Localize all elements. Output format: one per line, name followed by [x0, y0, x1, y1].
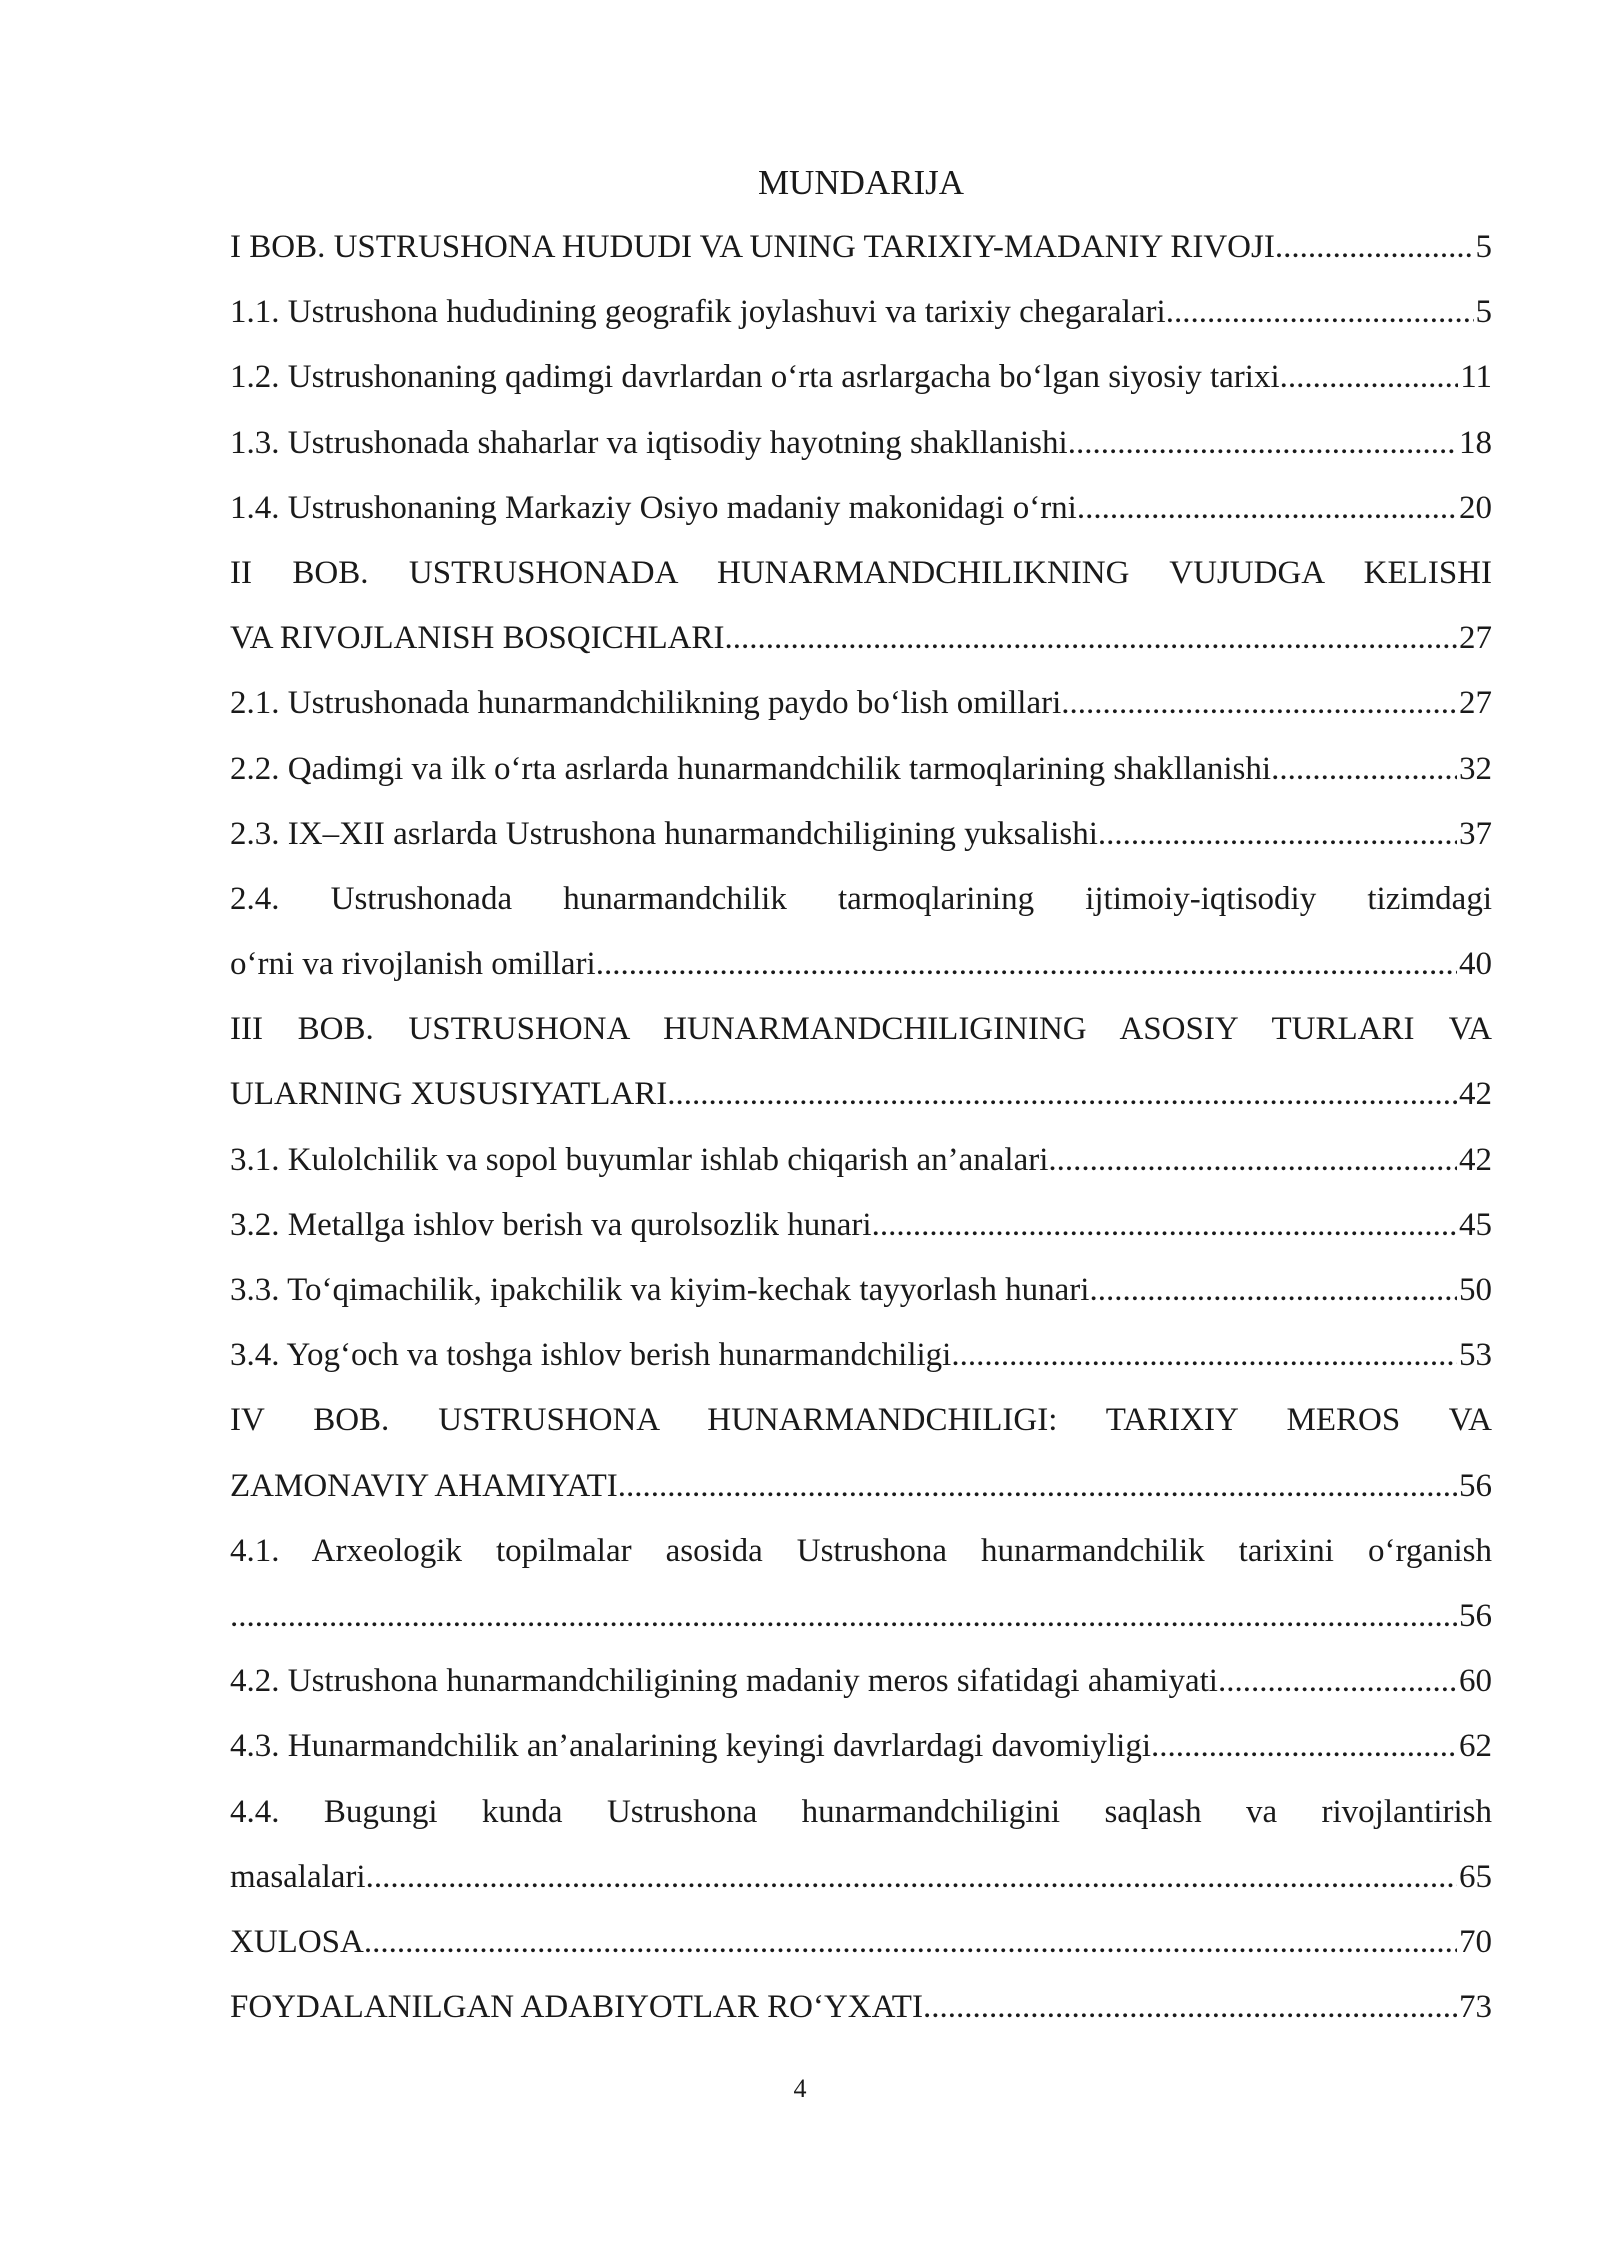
toc-entry-text: FOYDALANILGAN ADABIYOTLAR RO‘YXATI: [230, 1989, 923, 2026]
toc-dot-leader: [1271, 737, 1457, 802]
toc-entry-bibliography: [230, 1975, 1492, 2040]
toc-entry-page: 40: [1459, 946, 1492, 983]
toc-entry-chapter-3-line1: [230, 997, 1492, 1062]
toc-entry-section-3-1: [230, 1128, 1492, 1193]
toc-dot-leader: [1218, 1649, 1457, 1714]
toc-entry-text: 4.4. Bugungi kunda Ustrushona hunarmandchiligini saqlash va rivojlantirish: [230, 1793, 1492, 1830]
toc-entry-page: 42: [1459, 1141, 1492, 1178]
toc-entry-section-4-2: [230, 1649, 1492, 1714]
toc-entry-section-2-3: [230, 802, 1492, 867]
toc-dot-leader: [618, 1454, 1457, 1519]
toc-dot-leader: [1089, 1258, 1457, 1323]
toc-entry-section-3-4: [230, 1323, 1492, 1388]
toc-entry-page: 27: [1459, 620, 1492, 657]
toc-entry-section-3-3: [230, 1258, 1492, 1323]
toc-entry-chapter-2-line1: [230, 541, 1492, 606]
toc-dot-leader: [1098, 802, 1457, 867]
toc-entry-chapter-4-line1: [230, 1388, 1492, 1453]
toc-entry-text: IV BOB. USTRUSHONA HUNARMANDCHILIGI: TARIXIY MEROS VA: [230, 1402, 1492, 1439]
toc-entry-section-1-3: [230, 411, 1492, 476]
toc-entry-chapter-4: [230, 1454, 1492, 1519]
toc-entry-section-4-1-line1: [230, 1519, 1492, 1584]
toc-dot-leader: [872, 1193, 1457, 1258]
toc-dot-leader: [1061, 671, 1457, 736]
toc-entry-page: 32: [1459, 750, 1492, 787]
toc-entry-text: 4.2. Ustrushona hunarmandchiligining madaniy meros sifatidagi ahamiyati: [230, 1663, 1218, 1700]
toc-entry-text: ULARNING XUSUSIYATLARI: [230, 1076, 668, 1113]
toc-entry-page: 60: [1459, 1663, 1492, 1700]
toc-entry-text: III BOB. USTRUSHONA HUNARMANDCHILIGINING ASOSIY TURLARI VA: [230, 1011, 1492, 1048]
toc-entry-text: 3.2. Metallga ishlov berish va qurolsozlik hunari: [230, 1206, 872, 1243]
toc-entry-section-4-4-line1: [230, 1780, 1492, 1845]
toc-dot-leader: [667, 1062, 1457, 1127]
toc-entry-section-2-4: [230, 932, 1492, 997]
toc-entry-section-2-4-line1: [230, 867, 1492, 932]
toc-dot-leader: [1280, 345, 1459, 410]
toc-entry-page: 20: [1459, 489, 1492, 526]
toc-entry-text: 3.4. Yog‘och va toshga ishlov berish hunarmandchiligi: [230, 1337, 952, 1374]
toc-entry-page: 37: [1459, 815, 1492, 852]
toc-entry-text: masalalari: [230, 1858, 366, 1895]
toc-entry-text: II BOB. USTRUSHONADA HUNARMANDCHILIKNING VUJUDGA KELISHI: [230, 554, 1492, 591]
toc-dot-leader: [230, 1584, 1457, 1649]
toc-entry-page: 73: [1459, 1989, 1492, 2026]
toc-entry-page: 56: [1459, 1467, 1492, 1504]
toc-list: [230, 215, 1492, 2040]
toc-entry-section-3-2: [230, 1193, 1492, 1258]
toc-entry-text: 4.1. Arxeologik topilmalar asosida Ustrushona hunarmandchilik tarixini o‘rganish: [230, 1532, 1492, 1569]
toc-entry-text: 1.4. Ustrushonaning Markaziy Osiyo madaniy makonidagi o‘rni: [230, 489, 1077, 526]
toc-entry-text: 2.4. Ustrushonada hunarmandchilik tarmoqlarining ijtimoiy-iqtisodiy tizimdagi: [230, 880, 1492, 917]
toc-entry-text: o‘rni va rivojlanish omillari: [230, 946, 596, 983]
toc-entry-page: 5: [1475, 229, 1492, 265]
document-page: [230, 150, 1492, 2040]
toc-entry-section-1-4: [230, 476, 1492, 541]
toc-dot-leader: [1077, 476, 1457, 541]
toc-entry-page: 50: [1459, 1272, 1492, 1308]
toc-entry-page: 42: [1459, 1076, 1492, 1113]
toc-dot-leader: [724, 606, 1457, 671]
page-number: 4: [793, 2074, 807, 2103]
toc-entry-section-2-2: [230, 737, 1492, 802]
toc-entry-text: VA RIVOJLANISH BOSQICHLARI: [230, 620, 725, 657]
toc-entry-page: 5: [1475, 294, 1492, 331]
toc-entry-page: 56: [1459, 1597, 1492, 1634]
toc-entry-text: 3.3. To‘qimachilik, ipakchilik va kiyim-kechak tayyorlash hunari: [230, 1272, 1090, 1308]
toc-entry-section-4-3: [230, 1714, 1492, 1779]
toc-dot-leader: [923, 1975, 1457, 2040]
toc-entry-text: 2.3. IX–XII asrlarda Ustrushona hunarmandchiligining yuksalishi: [230, 815, 1098, 852]
toc-dot-leader: [1068, 411, 1457, 476]
toc-entry-section-1-1: [230, 280, 1492, 345]
toc-dot-leader: [1048, 1128, 1457, 1193]
toc-entry-text: 3.1. Kulolchilik va sopol buyumlar ishlab chiqarish an’analari: [230, 1141, 1049, 1178]
toc-entry-section-2-1: [230, 671, 1492, 736]
toc-entry-text: ZAMONAVIY AHAMIYATI: [230, 1467, 618, 1504]
toc-entry-text: 1.1. Ustrushona hududining geografik joylashuvi va tarixiy chegaralari: [230, 294, 1166, 331]
toc-dot-leader: [596, 932, 1457, 997]
toc-dot-leader: [366, 1845, 1457, 1910]
toc-entry-text: 1.2. Ustrushonaning qadimgi davrlardan o‘rta asrlargacha bo‘lgan siyosiy tarixi: [230, 359, 1280, 396]
toc-entry-page: 62: [1459, 1728, 1492, 1765]
toc-entry-text: 1.3. Ustrushonada shaharlar va iqtisodiy hayotning shakllanishi: [230, 424, 1068, 461]
toc-entry-page: 11: [1460, 359, 1492, 396]
toc-entry-page: 53: [1459, 1337, 1492, 1374]
toc-entry-page: 27: [1459, 685, 1492, 722]
toc-entry-chapter-3: [230, 1062, 1492, 1127]
toc-entry-section-4-1: [230, 1584, 1492, 1649]
toc-dot-leader: [364, 1910, 1457, 1975]
toc-dot-leader: [1283, 215, 1473, 280]
toc-entry-chapter-1: [230, 215, 1492, 280]
toc-dot-leader: [1151, 1714, 1457, 1779]
toc-entry-chapter-2: [230, 606, 1492, 671]
toc-dot-leader: [951, 1323, 1457, 1388]
toc-entry-text: I BOB. USTRUSHONA HUDUDI VA UNING TARIXIY-MADANIY RIVOJI.: [230, 229, 1284, 265]
toc-entry-page: 65: [1459, 1858, 1492, 1895]
toc-dot-leader: [1166, 280, 1474, 345]
toc-entry-page: 70: [1459, 1923, 1492, 1960]
toc-title: MUNDARIJA: [757, 163, 965, 202]
toc-entry-conclusion: [230, 1910, 1492, 1975]
toc-entry-page: 18: [1459, 424, 1492, 461]
toc-entry-text: 4.3. Hunarmandchilik an’analarining keyingi davrlardagi davomiyligi: [230, 1728, 1151, 1765]
toc-entry-text: 2.2. Qadimgi va ilk o‘rta asrlarda hunarmandchilik tarmoqlarining shakllanishi: [230, 750, 1272, 787]
toc-entry-section-4-4: [230, 1845, 1492, 1910]
toc-entry-page: 45: [1459, 1206, 1492, 1243]
toc-entry-text: XULOSA: [230, 1923, 364, 1960]
toc-entry-section-1-2: [230, 345, 1492, 410]
toc-entry-text: 2.1. Ustrushonada hunarmandchilikning paydo bo‘lish omillari: [230, 685, 1062, 722]
